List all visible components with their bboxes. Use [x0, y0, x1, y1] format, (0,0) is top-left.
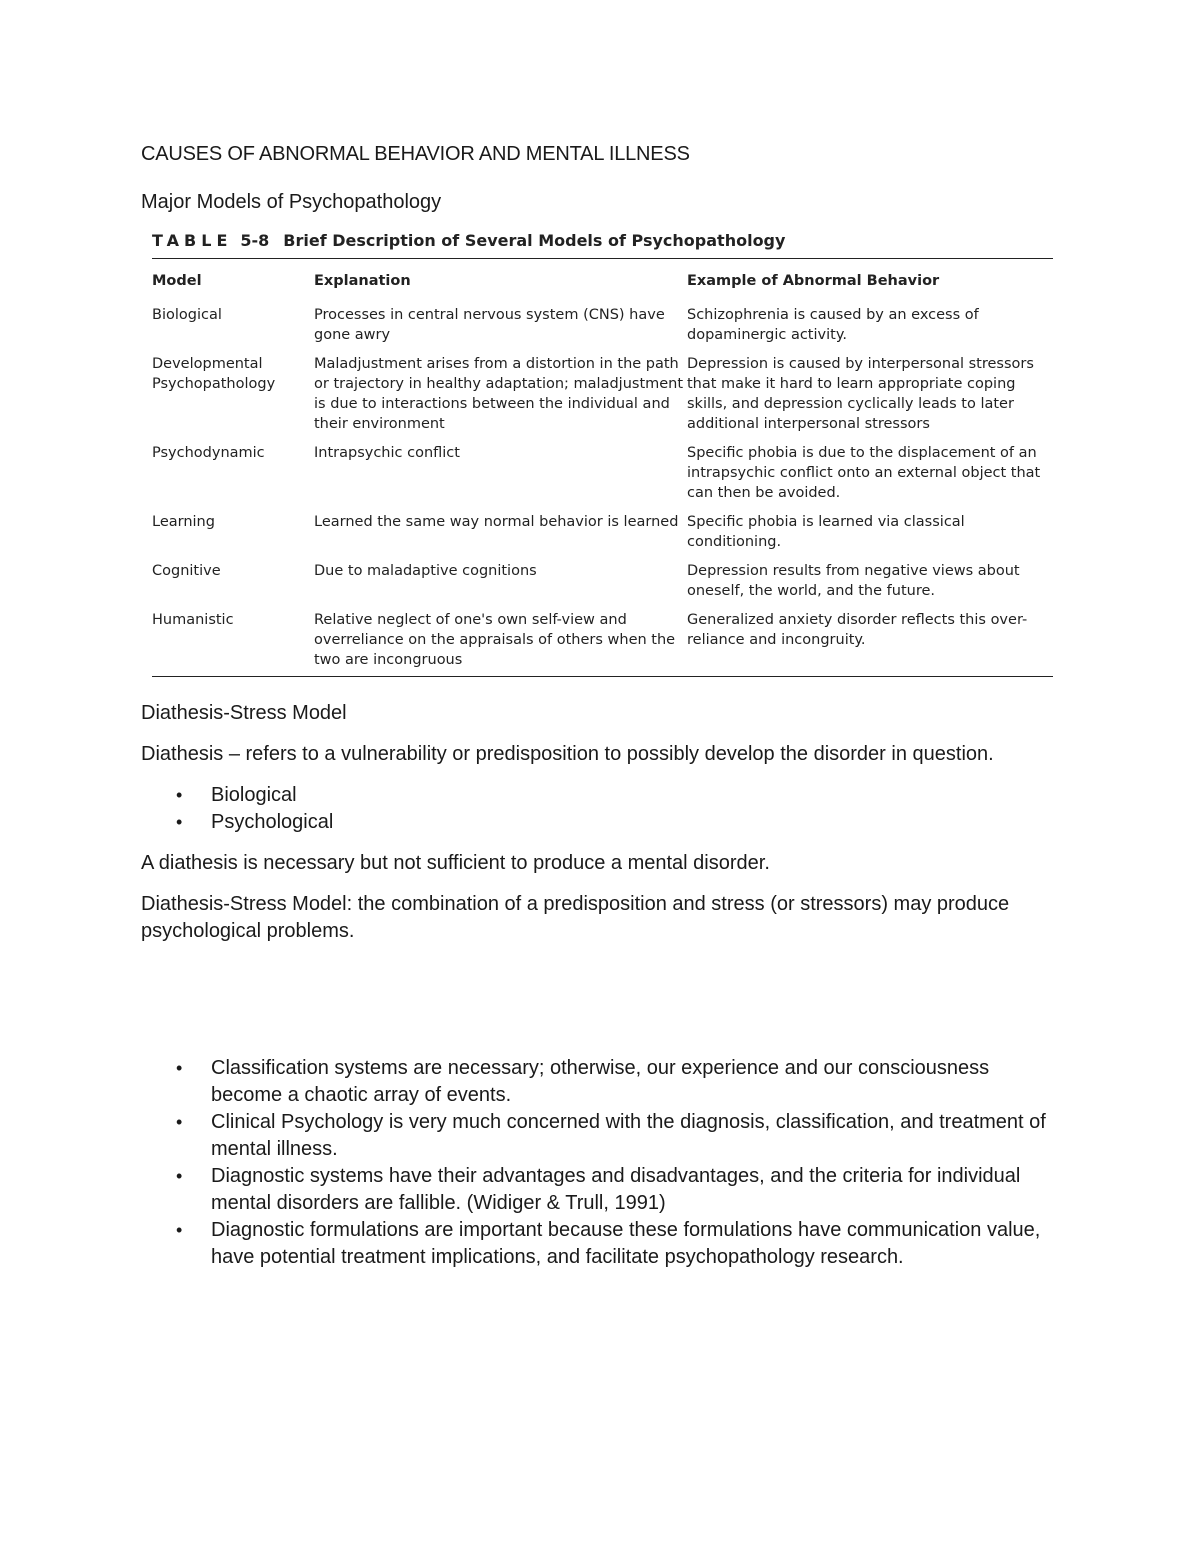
diathesis-necessity: A diathesis is necessary but not sufficient to produce a mental disorder. [141, 852, 770, 874]
diathesis-definition: Diathesis – refers to a vulnerability or predisposition to possibly develop the disorder in question. [141, 743, 994, 765]
models-table-figure [152, 230, 1053, 677]
table-cell-model: Cognitive [152, 563, 221, 579]
list-item-text: Classification systems are necessary; otherwise, our experience and our consciousness become a chaotic array of events. [211, 1057, 990, 1106]
diathesis-types-list [141, 782, 1061, 836]
table-row [152, 305, 1053, 354]
diathesis-model-definition: Diathesis-Stress Model: the combination of a predisposition and stress (or stressors) may produce psychological problems. [141, 893, 1010, 942]
table-cell-explanation: Relative neglect of one's own self-view and overreliance on the appraisals of others when the two are incongruous [314, 612, 676, 668]
table-cell-explanation: Due to maladaptive cognitions [314, 563, 537, 579]
document-subtitle: Major Models of Psychopathology [141, 191, 442, 213]
list-item [141, 1055, 1061, 1109]
bullet-icon: • [176, 1058, 183, 1078]
table-cell-example: Schizophrenia is caused by an excess of dopaminergic activity. [687, 307, 979, 343]
table-cell-example: Specific phobia is learned via classical conditioning. [687, 514, 965, 550]
bullet-icon: • [176, 1166, 183, 1186]
table-cell-model: Developmental Psychopathology [152, 356, 276, 392]
table-row [152, 561, 1053, 610]
list-item-text: Biological [211, 784, 297, 806]
list-item [141, 1163, 1061, 1217]
table-cell-explanation: Processes in central nervous system (CNS) have gone awry [314, 307, 665, 343]
bullet-icon: • [176, 1112, 183, 1132]
table-cell-explanation: Maladjustment arises from a distortion in the path or trajectory in healthy adaptation; maladjustment is due to interactions between the individual and their environment [314, 356, 684, 432]
document-page [141, 140, 1061, 1285]
document-title: CAUSES OF ABNORMAL BEHAVIOR AND MENTAL ILLNESS [141, 143, 690, 165]
table-header-example: Example of Abnormal Behavior [687, 273, 940, 289]
table-cell-model: Psychodynamic [152, 445, 265, 461]
bullet-icon: • [176, 812, 183, 832]
table-cell-example: Depression results from negative views about oneself, the world, and the future. [687, 563, 1020, 599]
list-item [141, 809, 1061, 836]
table-row [152, 443, 1053, 512]
bullet-icon: • [176, 785, 183, 805]
table-cell-model: Learning [152, 514, 215, 530]
table-caption-text: Brief Description of Several Models of Psychopathology [283, 231, 786, 250]
table-caption [152, 230, 1053, 259]
list-item-text: Psychological [211, 811, 334, 833]
table-bottom-rule [152, 676, 1053, 677]
table-header-model: Model [152, 273, 202, 289]
table-label: TABLE [152, 231, 233, 250]
table-header-explanation: Explanation [314, 273, 411, 289]
table-row [152, 512, 1053, 561]
table-header-row [152, 259, 1053, 305]
table-cell-example: Depression is caused by interpersonal stressors that make it hard to learn appropriate coping skills, and depression cyclically leads to later additional interpersonal stressors [687, 356, 1034, 432]
list-item [141, 1109, 1061, 1163]
table-cell-explanation: Learned the same way normal behavior is learned [314, 514, 679, 530]
classification-points-list [141, 1055, 1061, 1271]
diathesis-heading: Diathesis-Stress Model [141, 702, 347, 724]
bullet-icon: • [176, 1220, 183, 1240]
models-table [152, 259, 1053, 676]
table-number: 5-8 [240, 231, 270, 250]
table-cell-example: Generalized anxiety disorder reflects this over-reliance and incongruity. [687, 612, 1028, 648]
table-cell-model: Humanistic [152, 612, 234, 628]
list-item-text: Clinical Psychology is very much concerned with the diagnosis, classification, and treatment of mental illness. [211, 1111, 1046, 1160]
list-item-text: Diagnostic formulations are important because these formulations have communication value, have potential treatment implications, and facilitate psychopathology research. [211, 1219, 1041, 1268]
table-cell-model: Biological [152, 307, 222, 323]
blank-space [141, 959, 1061, 1055]
table-cell-example: Specific phobia is due to the displacement of an intrapsychic conflict onto an external object that can then be avoided. [687, 445, 1041, 501]
table-row [152, 610, 1053, 676]
list-item [141, 782, 1061, 809]
list-item-text: Diagnostic systems have their advantages and disadvantages, and the criteria for individual mental disorders are fallible. (Widiger & Trull, 1991) [211, 1165, 1021, 1214]
list-item [141, 1217, 1061, 1271]
table-row [152, 354, 1053, 443]
table-cell-explanation: Intrapsychic conflict [314, 445, 460, 461]
